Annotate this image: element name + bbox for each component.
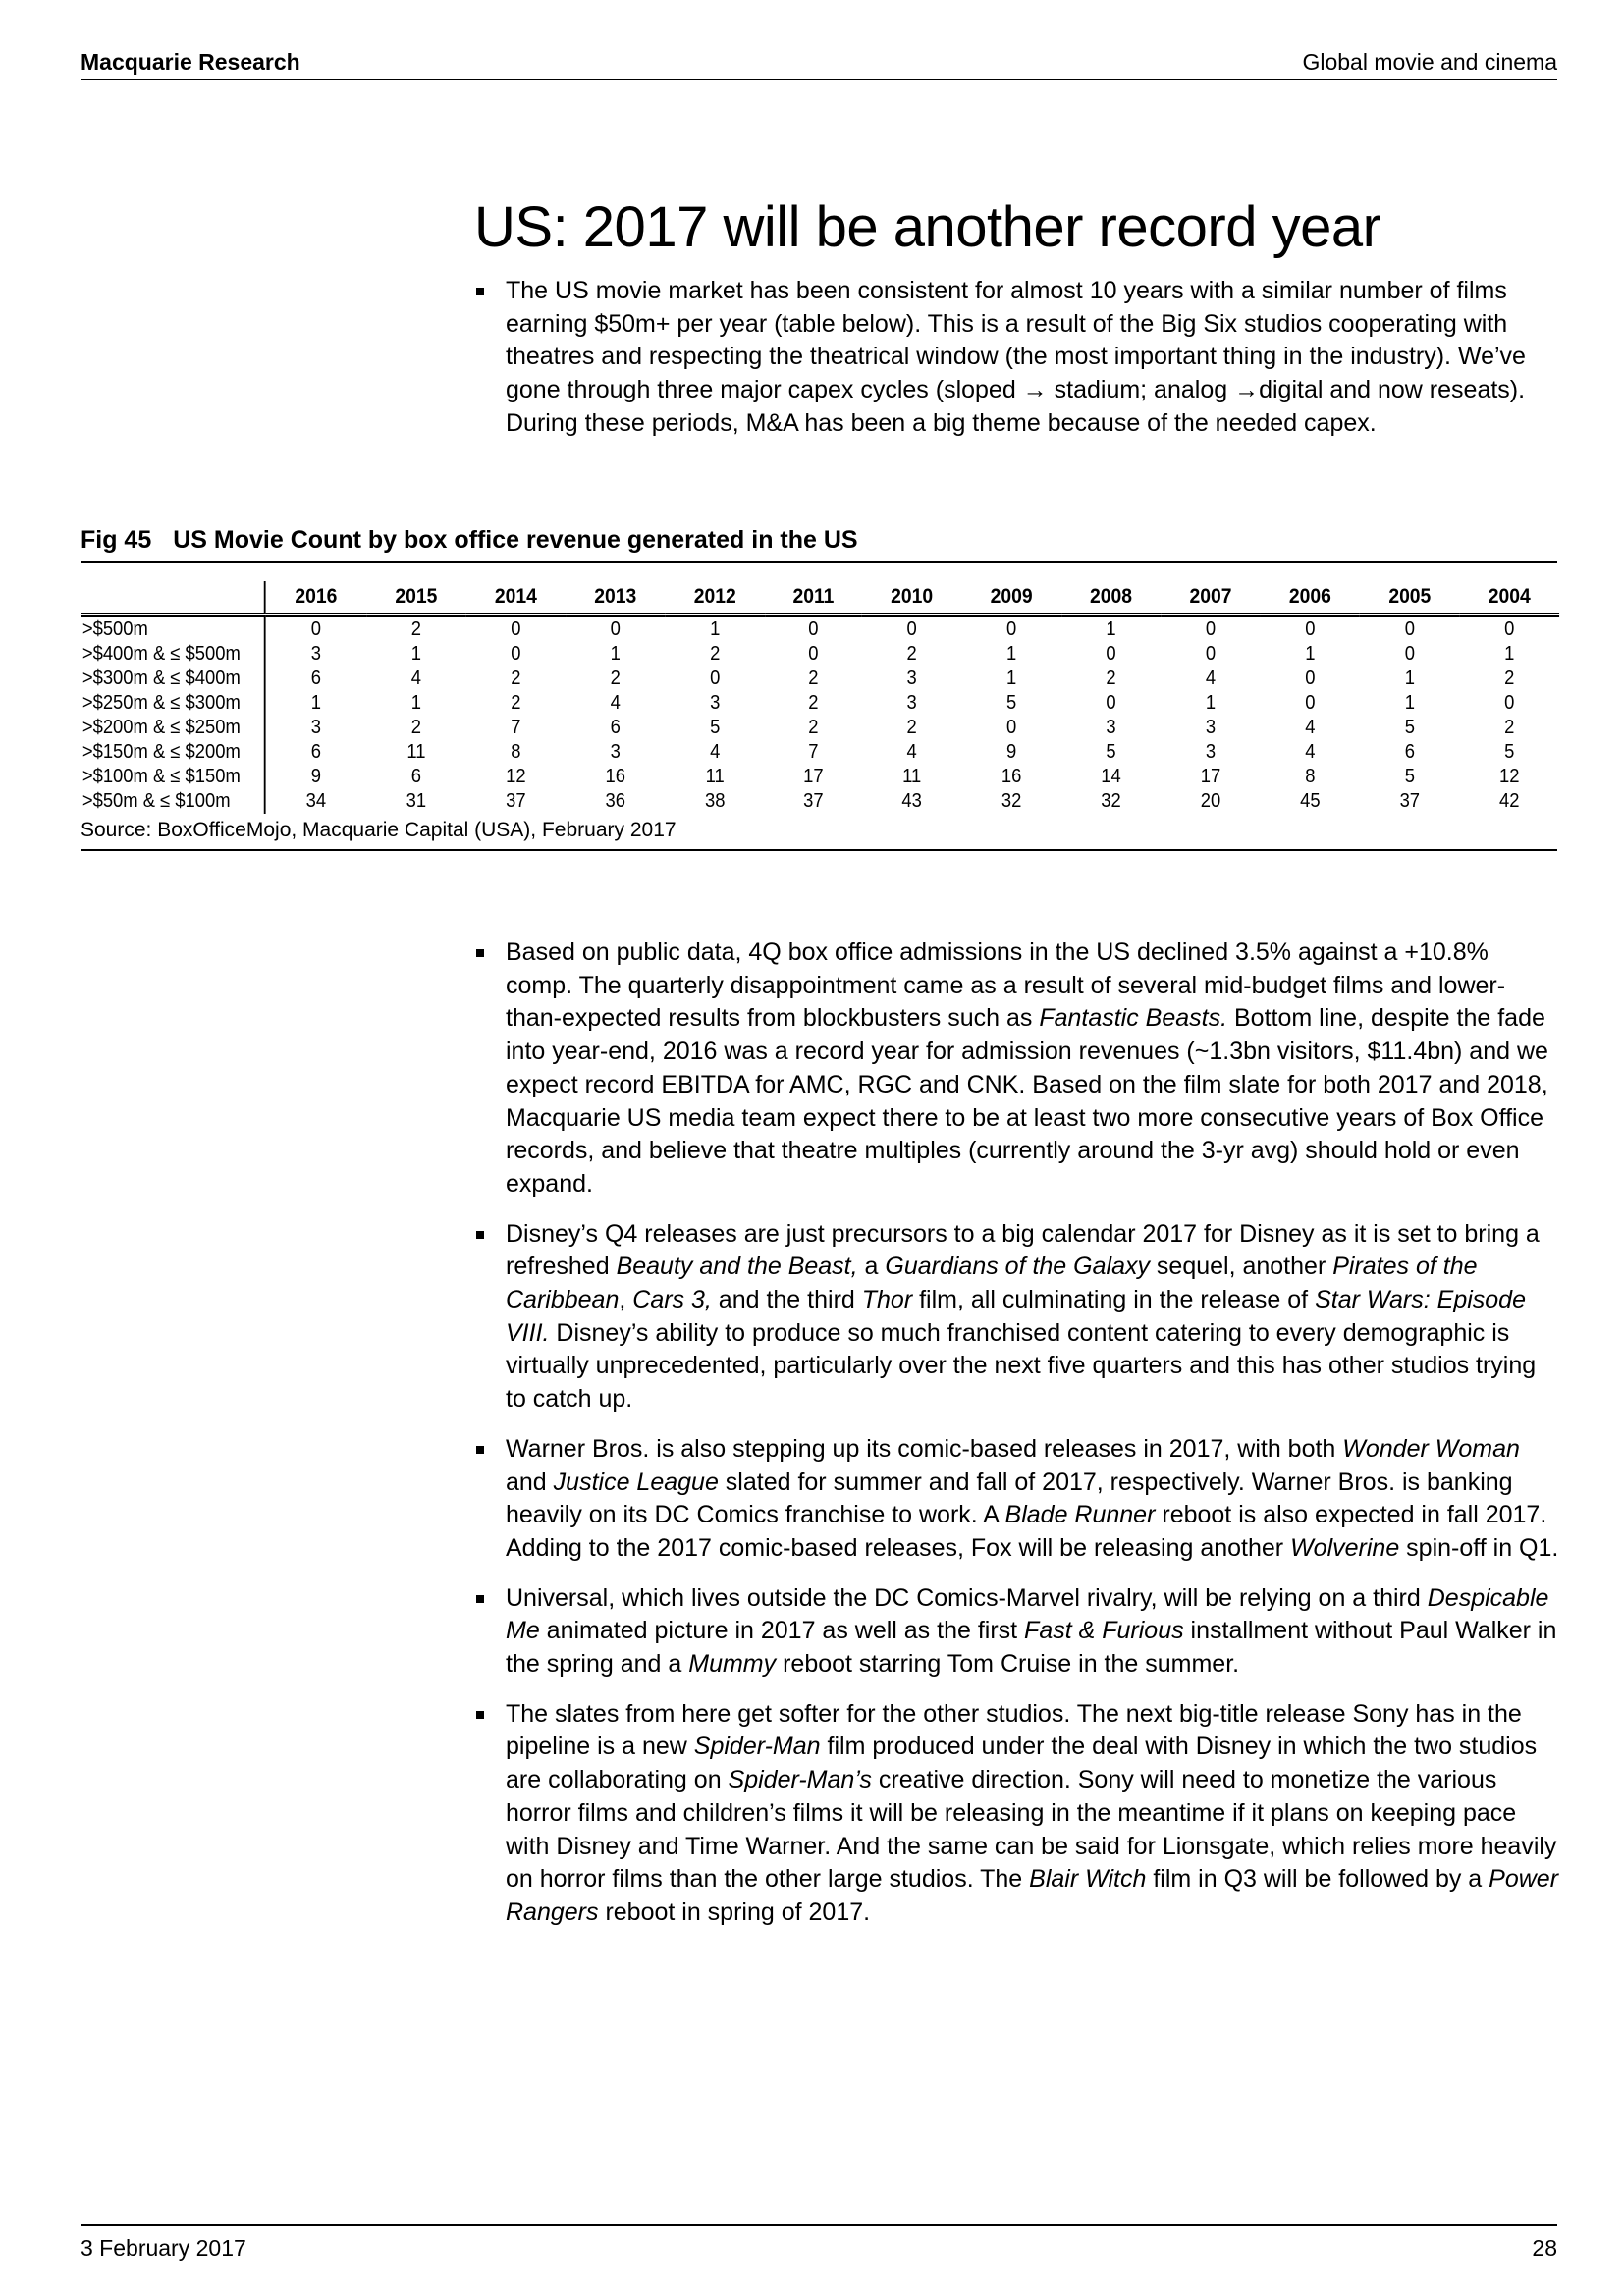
text-segment: The slates from here get softer for the other studios. The next big-title release Sony has in the pipeline is a new bbox=[506, 1699, 1522, 1761]
table-row bbox=[81, 691, 1559, 716]
text-segment: reboot in spring of 2017. bbox=[598, 1897, 871, 1926]
table-cell: 0 bbox=[906, 618, 917, 640]
table-cell: 0 bbox=[310, 618, 322, 640]
table-cell: 4 bbox=[1205, 667, 1217, 689]
table-cell: 1 bbox=[1404, 692, 1415, 714]
table-cell: 3 bbox=[610, 741, 621, 763]
table-cell: 17 bbox=[803, 766, 824, 787]
text-segment: Disney’s Q4 releases are just precursors to a big calendar 2017 for Disney as it is set to bring a refreshed bbox=[506, 1219, 1540, 1281]
table-corner bbox=[81, 581, 265, 615]
column-header-year: 2012 bbox=[665, 581, 764, 615]
figure-number: Fig 45 bbox=[81, 526, 152, 554]
column-header-year: 2015 bbox=[366, 581, 465, 615]
table-cell: 0 bbox=[1205, 618, 1217, 640]
column-header-year: 2016 bbox=[265, 581, 367, 615]
table-cell: 0 bbox=[1106, 692, 1116, 714]
table-cell: 6 bbox=[410, 766, 422, 787]
table-cell: 2 bbox=[906, 643, 917, 665]
table-cell: 4 bbox=[710, 741, 721, 763]
table-cell: 1 bbox=[410, 692, 422, 714]
table-cell: 16 bbox=[605, 766, 626, 787]
table-cell: 0 bbox=[808, 643, 819, 665]
table-cell: 31 bbox=[406, 790, 427, 812]
table-cell: 3 bbox=[906, 692, 917, 714]
table-cell: 3 bbox=[906, 667, 917, 689]
text-segment: sequel, another bbox=[1149, 1253, 1333, 1281]
column-header-year: 2009 bbox=[961, 581, 1060, 615]
table-cell: 4 bbox=[906, 741, 917, 763]
table-cell: 17 bbox=[1200, 766, 1221, 787]
bullet-paragraph bbox=[474, 1218, 1559, 1416]
italic-title: Spider-Man bbox=[693, 1733, 821, 1761]
text-segment: , bbox=[619, 1286, 633, 1314]
table-cell: 9 bbox=[1005, 741, 1017, 763]
table-cell: 2 bbox=[511, 692, 521, 714]
section-title: US: 2017 will be another record year bbox=[474, 195, 1381, 259]
table-cell: 6 bbox=[310, 667, 322, 689]
table-cell: 2 bbox=[808, 717, 819, 738]
table-cell: 12 bbox=[506, 766, 526, 787]
table-cell: 11 bbox=[406, 741, 426, 763]
bullet-paragraph bbox=[474, 275, 1559, 441]
italic-title: Blade Runner bbox=[1004, 1501, 1156, 1529]
bullet-paragraph bbox=[474, 1582, 1559, 1682]
column-header-year: 2008 bbox=[1061, 581, 1161, 615]
text-segment: and the third bbox=[711, 1286, 862, 1314]
italic-title: Thor bbox=[861, 1286, 913, 1314]
header-publisher: Macquarie Research bbox=[81, 49, 300, 75]
intro-bullets bbox=[474, 275, 1559, 457]
text-segment: creative direction. Sony will need to monetize the various horror films and children’s films it will be releasing in the meantime if it plans on keeping pace with Disney and Time Warner. And the same can be said for Lionsgate, which relies more heavily on horror films than the other large studios. The bbox=[506, 1766, 1557, 1894]
table-cell: 8 bbox=[511, 741, 521, 763]
table-cell: 0 bbox=[710, 667, 721, 689]
italic-title: Blair Witch bbox=[1029, 1865, 1147, 1894]
table-cell: 1 bbox=[1205, 692, 1217, 714]
table-cell: 0 bbox=[1005, 618, 1017, 640]
row-label: >$50m & ≤ $100m bbox=[81, 789, 265, 814]
table-cell: 1 bbox=[1106, 618, 1116, 640]
text-segment: spin-off in Q1. bbox=[1399, 1533, 1559, 1562]
table-cell: 3 bbox=[310, 643, 322, 665]
text-segment: film, all culminating in the release of bbox=[912, 1286, 1316, 1314]
table-cell: 0 bbox=[808, 618, 819, 640]
table-cell: 0 bbox=[610, 618, 621, 640]
column-header-year: 2014 bbox=[466, 581, 566, 615]
table-cell: 9 bbox=[310, 766, 322, 787]
text-segment: film produced under the deal with Disney in which the two studios are collaborating on bbox=[506, 1733, 1538, 1794]
figure-caption bbox=[81, 526, 1557, 563]
table-cell: 2 bbox=[906, 717, 917, 738]
table-cell: 3 bbox=[1205, 717, 1217, 738]
table-cell: 43 bbox=[901, 790, 922, 812]
text-segment: Universal, which lives outside the DC Comics-Marvel rivalry, will be relying on a third bbox=[506, 1583, 1428, 1612]
italic-title: Wonder Woman bbox=[1342, 1434, 1520, 1463]
table-cell: 1 bbox=[310, 692, 322, 714]
table-cell: 1 bbox=[1005, 667, 1017, 689]
table-cell: 2 bbox=[410, 717, 422, 738]
table-cell: 2 bbox=[610, 667, 621, 689]
text-segment: installment without Paul Walker in the spring and a bbox=[506, 1617, 1557, 1679]
table-cell: 0 bbox=[1305, 618, 1316, 640]
table-cell: 1 bbox=[1504, 643, 1515, 665]
table-cell: 2 bbox=[511, 667, 521, 689]
table-cell: 1 bbox=[1404, 667, 1415, 689]
table-cell: 0 bbox=[511, 618, 521, 640]
table-cell: 0 bbox=[1404, 618, 1415, 640]
italic-title: Fantastic Beasts. bbox=[1039, 1004, 1228, 1033]
italic-title: Pirates of the Caribbean bbox=[506, 1253, 1478, 1314]
table-cell: 37 bbox=[506, 790, 526, 812]
italic-title: Wolverine bbox=[1290, 1533, 1400, 1562]
table-row bbox=[81, 789, 1559, 814]
text-segment: film in Q3 will be followed by a bbox=[1146, 1865, 1489, 1894]
table-cell: 6 bbox=[1404, 741, 1415, 763]
table-cell: 2 bbox=[808, 667, 819, 689]
table-cell: 6 bbox=[610, 717, 621, 738]
column-header-year: 2010 bbox=[862, 581, 961, 615]
column-header-year: 2004 bbox=[1460, 581, 1560, 615]
text-segment: slated for summer and fall of 2017, respectively. Warner Bros. is banking heavily on its DC Comics franchise to work. A bbox=[506, 1468, 1513, 1529]
table-row bbox=[81, 716, 1559, 740]
table-cell: 0 bbox=[511, 643, 521, 665]
movie-count-table bbox=[81, 581, 1559, 814]
table-row bbox=[81, 740, 1559, 765]
table-cell: 1 bbox=[710, 618, 721, 640]
column-header-year: 2011 bbox=[765, 581, 862, 615]
table-cell: 4 bbox=[610, 692, 621, 714]
table-cell: 0 bbox=[1106, 643, 1116, 665]
table-cell: 4 bbox=[1305, 741, 1316, 763]
table-cell: 0 bbox=[1305, 667, 1316, 689]
italic-title: Spider-Man’s bbox=[728, 1766, 872, 1794]
row-label: >$150m & ≤ $200m bbox=[81, 740, 265, 765]
body-bullets bbox=[474, 936, 1559, 1947]
table-cell: 16 bbox=[1001, 766, 1022, 787]
bullet-paragraph bbox=[474, 936, 1559, 1201]
table-cell: 3 bbox=[310, 717, 322, 738]
table-cell: 8 bbox=[1305, 766, 1316, 787]
table-cell: 5 bbox=[1504, 741, 1515, 763]
table-cell: 4 bbox=[410, 667, 422, 689]
table-cell: 5 bbox=[1005, 692, 1017, 714]
table-row bbox=[81, 642, 1559, 667]
bullet-paragraph bbox=[474, 1698, 1559, 1930]
table-cell: 5 bbox=[1106, 741, 1116, 763]
table-row bbox=[81, 615, 1559, 643]
text-segment: Warner Bros. is also stepping up its comic-based releases in 2017, with both bbox=[506, 1434, 1343, 1463]
table-cell: 1 bbox=[410, 643, 422, 665]
column-header-year: 2007 bbox=[1161, 581, 1260, 615]
table-cell: 2 bbox=[1504, 667, 1515, 689]
header-report-title: Global movie and cinema bbox=[1302, 49, 1557, 75]
text-segment: reboot is also expected in fall 2017. Adding to the 2017 comic-based releases, Fox will be releasing another bbox=[506, 1501, 1547, 1562]
table-cell: 11 bbox=[705, 766, 725, 787]
column-header-year: 2006 bbox=[1261, 581, 1360, 615]
column-header-year: 2013 bbox=[566, 581, 665, 615]
table-cell: 4 bbox=[1305, 717, 1316, 738]
row-label: >$500m bbox=[81, 615, 265, 643]
table-cell: 5 bbox=[710, 717, 721, 738]
italic-title: Fast & Furious bbox=[1024, 1617, 1184, 1645]
text-segment: reboot starring Tom Cruise in the summer. bbox=[776, 1650, 1240, 1679]
text-segment: Bottom line, despite the fade into year-end, 2016 was a record year for admission revenues (~1.3bn visitors, $11.4bn) and we expect record EBITDA for AMC, RGC and CNK. Based on the film slate for both 2017 and 2018, Macquarie US media team expect there to be at least two more consecutive years of Box Office records, and believe that theatre multiples (currently around the 3-yr avg) should hold or even expand. bbox=[506, 1004, 1548, 1198]
table-row bbox=[81, 667, 1559, 691]
italic-title: Beauty and the Beast, bbox=[616, 1253, 858, 1281]
text-segment: Disney’s ability to produce so much franchised content catering to every demographic is virtually unprecedented, particularly over the next five quarters and this has other studios trying to catch up. bbox=[506, 1318, 1537, 1414]
table-cell: 3 bbox=[1205, 741, 1217, 763]
table-cell: 2 bbox=[808, 692, 819, 714]
row-label: >$400m & ≤ $500m bbox=[81, 642, 265, 667]
table-cell: 3 bbox=[1106, 717, 1116, 738]
table-cell: 0 bbox=[1504, 618, 1515, 640]
row-label: >$100m & ≤ $150m bbox=[81, 765, 265, 789]
italic-title: Cars 3, bbox=[632, 1286, 712, 1314]
table-cell: 2 bbox=[1106, 667, 1116, 689]
table-cell: 3 bbox=[710, 692, 721, 714]
table-cell: 5 bbox=[1404, 717, 1415, 738]
table-cell: 20 bbox=[1200, 790, 1221, 812]
table-cell: 34 bbox=[305, 790, 327, 812]
table-cell: 0 bbox=[1504, 692, 1515, 714]
table-cell: 32 bbox=[1101, 790, 1121, 812]
italic-title: Guardians of the Galaxy bbox=[885, 1253, 1150, 1281]
table-cell: 38 bbox=[704, 790, 726, 812]
table-cell: 12 bbox=[1499, 766, 1520, 787]
italic-title: Mummy bbox=[688, 1650, 777, 1679]
table-row bbox=[81, 765, 1559, 789]
table-cell: 37 bbox=[803, 790, 824, 812]
italic-title: Justice League bbox=[553, 1468, 719, 1496]
page-number: 28 bbox=[1532, 2235, 1557, 2261]
table-cell: 0 bbox=[1404, 643, 1415, 665]
table-cell: 42 bbox=[1499, 790, 1520, 812]
page-header bbox=[81, 49, 1557, 80]
bullet-paragraph bbox=[474, 1433, 1559, 1566]
table-cell: 7 bbox=[808, 741, 819, 763]
text-segment: a bbox=[857, 1253, 886, 1281]
row-label: >$300m & ≤ $400m bbox=[81, 667, 265, 691]
row-label: >$200m & ≤ $250m bbox=[81, 716, 265, 740]
footer-date: 3 February 2017 bbox=[81, 2235, 246, 2261]
table-cell: 2 bbox=[710, 643, 721, 665]
row-label: >$250m & ≤ $300m bbox=[81, 691, 265, 716]
table-cell: 0 bbox=[1305, 692, 1316, 714]
column-header-year: 2005 bbox=[1360, 581, 1459, 615]
table-cell: 14 bbox=[1101, 766, 1121, 787]
table-cell: 1 bbox=[1305, 643, 1316, 665]
table-cell: 0 bbox=[1005, 717, 1017, 738]
italic-title: Despicable Me bbox=[506, 1583, 1549, 1645]
table-cell: 1 bbox=[610, 643, 621, 665]
table-cell: 0 bbox=[1205, 643, 1217, 665]
table-cell: 36 bbox=[605, 790, 626, 812]
text-segment: animated picture in 2017 as well as the first bbox=[539, 1617, 1025, 1645]
table-cell: 2 bbox=[410, 618, 422, 640]
italic-title: Power Rangers bbox=[506, 1865, 1559, 1926]
page-footer bbox=[81, 2224, 1557, 2262]
figure-source: Source: BoxOfficeMojo, Macquarie Capital (USA), February 2017 bbox=[81, 819, 1557, 851]
text-segment: and bbox=[506, 1468, 554, 1496]
text-segment: Based on public data, 4Q box office admissions in the US declined 3.5% against a +10.8% comp. The quarterly disappointment came as a result of several mid-budget films and lower-than-expected results from blockbusters such as bbox=[506, 938, 1506, 1033]
table-cell: 11 bbox=[902, 766, 922, 787]
table-cell: 2 bbox=[1504, 717, 1515, 738]
text-segment: The US movie market has been consistent for almost 10 years with a similar number of films earning $50m+ per year (table below). This is a result of the Big Six studios cooperating with theatres and respecting the theatrical window (the most important thing in the industry). We’ve gone through three major capex cycles (sloped → stadium; analog →digital and now reseats). During these periods, M&A has been a big theme because of the needed capex. bbox=[506, 277, 1526, 437]
table-cell: 32 bbox=[1001, 790, 1022, 812]
table-cell: 45 bbox=[1300, 790, 1321, 812]
table-cell: 6 bbox=[310, 741, 322, 763]
table-cell: 5 bbox=[1404, 766, 1415, 787]
italic-title: Star Wars: Episode VIII. bbox=[506, 1286, 1526, 1347]
table-cell: 37 bbox=[1399, 790, 1421, 812]
figure-title: US Movie Count by box office revenue generated in the US bbox=[173, 526, 858, 554]
table-cell: 1 bbox=[1005, 643, 1017, 665]
table-cell: 7 bbox=[511, 717, 521, 738]
